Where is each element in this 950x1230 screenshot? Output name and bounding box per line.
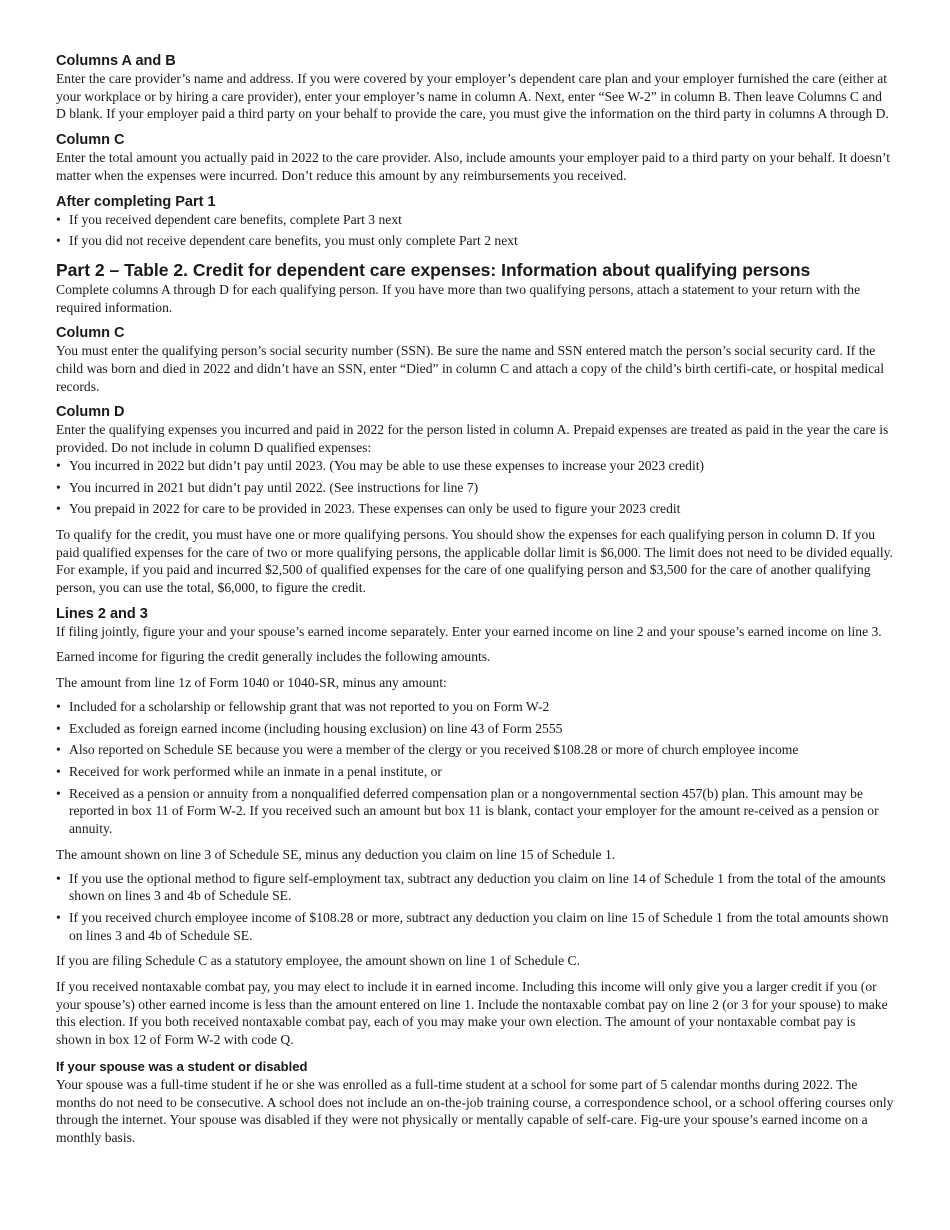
earned-income-exclusions-list [56,698,894,838]
schedule-se-text: The amount shown on line 3 of Schedule SE, minus any deduction you claim on line 15 of Schedule 1. [56,846,616,862]
list-item: • Included for a scholarship or fellowship grant that was not reported to you on Form W-2 [56,698,894,716]
part2-text: Complete columns A through D for each qualifying person. If you have more than two qualifying persons, attach a statement to your return with the required information. [56,281,861,315]
list-item: • Excluded as foreign earned income (including housing exclusion) on line 43 of Form 2555 [56,720,894,738]
list-item: • You incurred in 2022 but didn’t pay until 2023. (You may be able to use these expenses to increase your 2023 credit) [56,457,894,475]
schedule-se-list [56,870,894,945]
column-c-heading: Column C [56,132,125,149]
column-d-text: Enter the qualifying expenses you incurred and paid in 2022 for the person listed in column A. Prepaid expenses are treated as paid in the year the care is provided. Do not include in column D qualified expenses: [56,422,889,456]
column-c-ssn-heading: Column C [56,325,125,342]
column-d-limit-text: To qualify for the credit, you must have one or more qualifying persons. You should show the expenses for each qualifying person in column D. If you paid qualified expenses for the care of two or more qualifying persons, the applicable dollar limit is $6,000. The limit does not need to be divided equally. For example, if you paid and incurred $2,500 of qualified expenses for the care of one qualifying person and $3,500 for the care of another qualifying person, you can use the total, $6,000, to figure the credit. [56,526,893,596]
combat-pay-text: If you received nontaxable combat pay, you may elect to include it in earned income. Including this income will only give you a larger credit if you (or your spouse’s) other earned income is less than the amount entered on line 1. Include the nontaxable combat pay on line 2 (or 3 for your spouse) to make this election. If you both received nontaxable combat pay, each of you may make your own election. The amount of your nontaxable combat pay is shown in box 12 of Form W-2 with code Q. [56,979,888,1048]
list-item: • Received as a pension or annuity from a nonqualified deferred compensation plan or a nongovernmental section 457(b) plan. This amount may be reported in box 11 of Form W-2. If you received such an amount but box 11 is blank, contact your employer for the amount re-ceived as a pension or annuity. [56,785,894,838]
spouse-student-heading: If your spouse was a student or disabled [56,1058,308,1074]
after-part1-heading: After completing Part 1 [56,193,216,210]
lines-2-3-heading: Lines 2 and 3 [56,605,148,622]
list-item: • You prepaid in 2022 for care to be provided in 2023. These expenses can only be used to figure your 2023 credit [56,500,894,518]
after-part1-list [56,211,894,250]
list-item: • If you did not receive dependent care benefits, you must only complete Part 2 next [56,232,894,250]
list-item: • You incurred in 2021 but didn’t pay until 2022. (See instructions for line 7) [56,479,894,497]
earned-income-text: Earned income for figuring the credit generally includes the following amounts. [56,649,491,665]
list-item: • Received for work performed while an inmate in a penal institute, or [56,763,894,781]
column-c-ssn-text: You must enter the qualifying person’s social security number (SSN). Be sure the name and SSN entered match the person’s social security card. If the child was born and died in 2022 and didn’t have an SSN, enter “Died” in column C and attach a copy of the child’s birth certifi-cate, or hospital medical records. [56,343,884,394]
line-1z-text: The amount from line 1z of Form 1040 or 1040-SR, minus any amount: [56,675,447,691]
columns-a-b-text: Enter the care provider’s name and address. If you were covered by your employer’s dependent care plan and your employer furnished the care (either at your workplace or by hiring a care provider), enter your employer’s name in column A. Next, enter “See W-2” in column B. Then leave Columns C and D blank. If your employer paid a third party on your behalf to provide the care, you must give the information on the third party in columns A through D. [56,71,889,122]
list-item: • If you use the optional method to figure self-employment tax, subtract any deduction you claim on line 14 of Schedule 1 from the total of the amounts shown on lines 3 and 4b of Schedule SE. [56,870,894,905]
spouse-student-text: Your spouse was a full-time student if he or she was enrolled as a full-time student at a school for some part of 5 calendar months during 2022. The months do not need to be consecutive. A school does not include an on-the-job training course, a correspondence school, or a school offering courses only through the internet. Your spouse was disabled if they were not physically or mentally capable of self-care. Fig-ure your spouse’s earned income on a monthly basis. [56,1076,894,1145]
list-item: • If you received church employee income of $108.28 or more, subtract any deduction you claim on line 15 of Schedule 1 from the total amounts shown on lines 3 and 4b of Schedule SE. [56,909,894,944]
column-d-heading: Column D [56,404,125,421]
list-item: • Also reported on Schedule SE because you were a member of the clergy or you received $108.28 or more of church employee income [56,741,894,759]
lines-2-3-intro: If filing jointly, figure your and your spouse’s earned income separately. Enter your earned income on line 2 and your spouse’s earned income on line 3. [56,623,882,639]
schedule-c-text: If you are filing Schedule C as a statutory employee, the amount shown on line 1 of Schedule C. [56,953,580,969]
list-item: • If you received dependent care benefits, complete Part 3 next [56,211,894,229]
column-d-list [56,457,894,518]
part2-title: Part 2 – Table 2. Credit for dependent care expenses: Information about qualifying persons [56,259,811,280]
column-c-text: Enter the total amount you actually paid in 2022 to the care provider. Also, include amounts your employer paid to a third party on your behalf. It doesn’t matter when the expenses were incurred. Don’t reduce this amount by any reimbursements you received. [56,150,891,183]
columns-a-b-heading: Columns A and B [56,53,176,69]
